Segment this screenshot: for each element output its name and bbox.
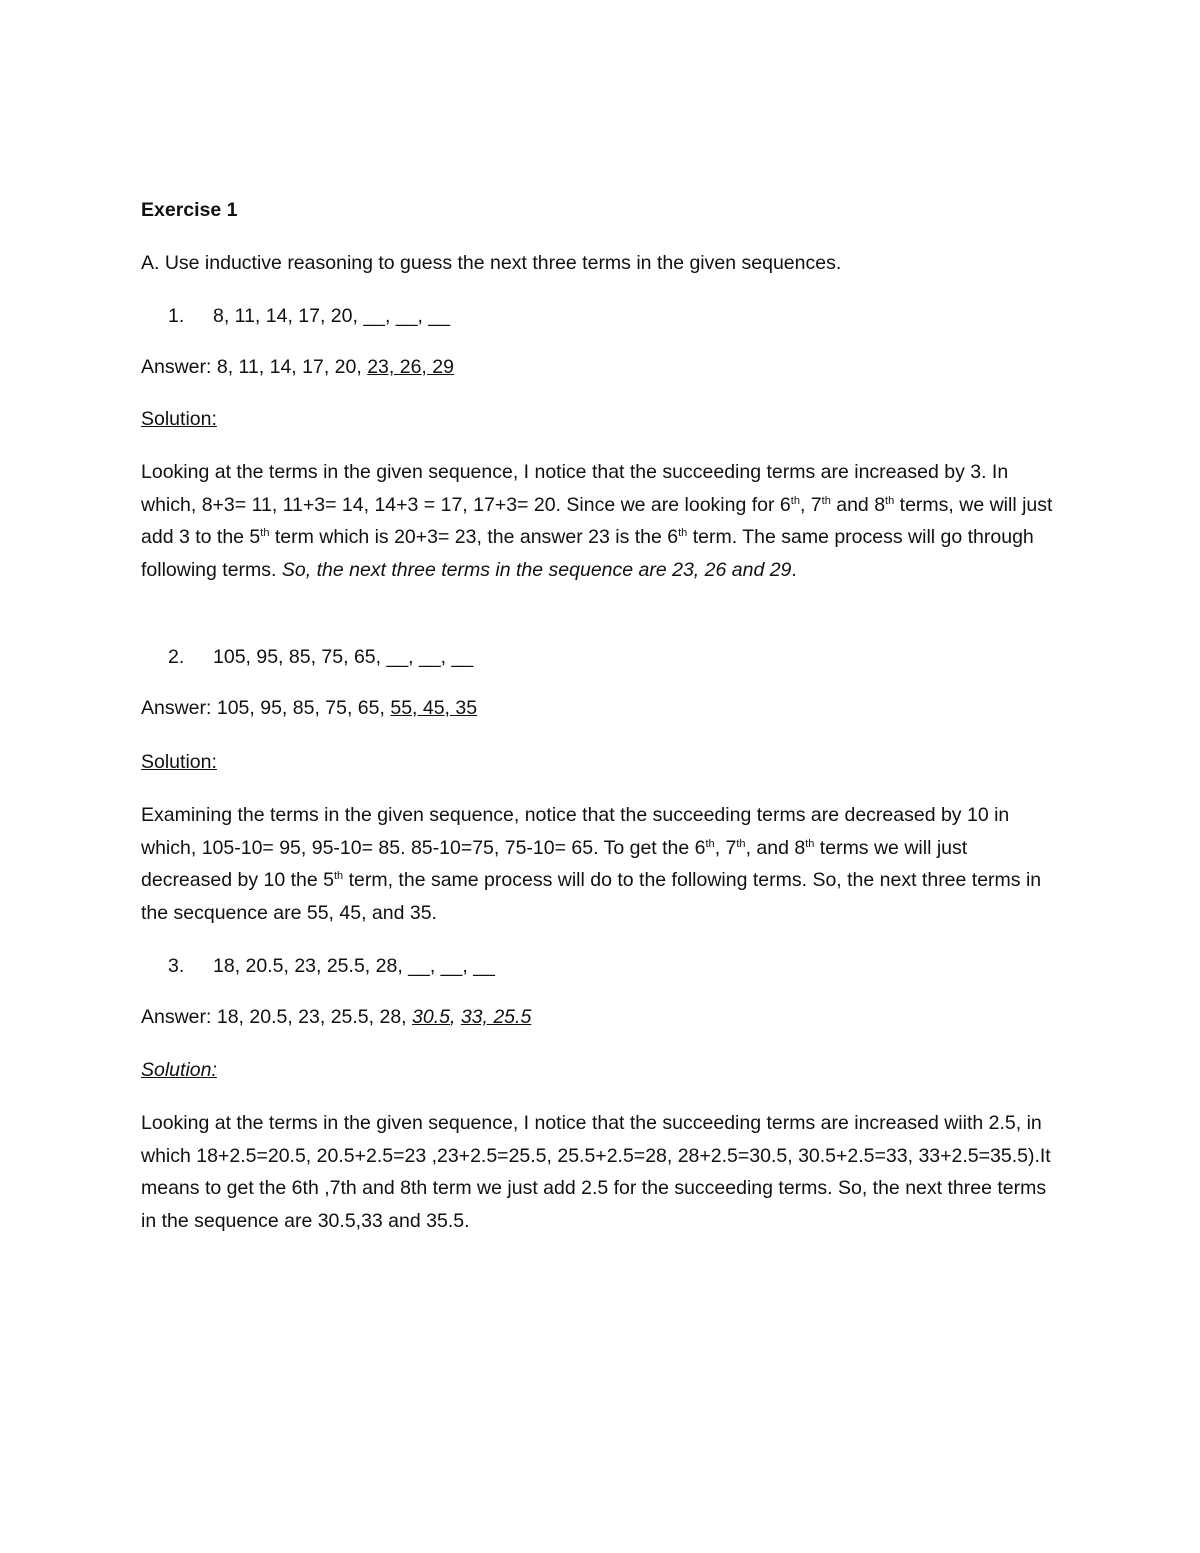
- solution-text: and 8: [830, 493, 886, 516]
- solution-text: , 7: [799, 493, 822, 516]
- solution-text: terms we will just decreased by 10 the 5: [141, 836, 968, 891]
- problem-3-number: 3.: [168, 955, 185, 977]
- solution-text: , 7: [714, 836, 737, 859]
- solution-text: term, the same process will do to the following terms. So, the next three terms in the secquence are 55, 45, and 35.: [141, 869, 1042, 924]
- solution-text: , and 8: [745, 836, 806, 859]
- problem-1-solution: [141, 456, 1061, 586]
- solution-text: terms, we will just add 3 to the 5: [141, 493, 1053, 548]
- solution-text: term which is 20+3= 23, the answer 23 is the 6: [269, 526, 679, 548]
- superscript: th: [260, 527, 270, 539]
- superscript: th: [790, 494, 800, 507]
- superscript: th: [805, 837, 815, 850]
- answer-given-terms: 8, 11, 14, 17, 20,: [216, 356, 368, 378]
- superscript: th: [678, 527, 688, 539]
- answer-prefix: Answer:: [141, 356, 217, 378]
- answer-next-term-a: 30.5: [412, 1006, 450, 1028]
- superscript: th: [736, 837, 746, 850]
- answer-next-terms: 23, 26, 29: [367, 356, 454, 378]
- problem-3-solution: Looking at the terms in the given sequence, I notice that the succeeding terms are increased wiith 2.5, in which 18+2.5=20.5, 20.5+2.5=23 ,23+2.5=25.5, 25.5+2.5=28, 28+2.5=30.5, 30.5+2.5=33, 33+2.5=35.5).It means to get the 6th ,7th and 8th term we just add 2.5 for the succeeding terms. So, the next three terms in the sequence are 30.5,33 and 35.5.: [141, 1112, 1051, 1232]
- problem-2-number: 2.: [168, 646, 185, 668]
- problem-2-sequence: [168, 645, 473, 669]
- problem-2-sequence-text: 105, 95, 85, 75, 65, __, __, __: [213, 646, 474, 668]
- answer-prefix: Answer:: [141, 697, 217, 719]
- answer-next-terms: 55, 45, 35: [390, 697, 478, 719]
- problem-3-answer: Answer: 18, 20.5, 23, 25.5, 28, 30.5, 33, 25.5: [141, 1006, 532, 1028]
- problem-3-sequence: [168, 954, 495, 978]
- solution-conclusion: So, the next three terms in the sequence are 23, 26 and 29: [281, 558, 792, 581]
- instruction: A. Use inductive reasoning to guess the next three terms in the given sequences.: [141, 252, 842, 274]
- answer-given-terms: 18, 20.5, 23, 25.5, 28,: [216, 1006, 413, 1028]
- problem-1-answer: [141, 355, 454, 379]
- answer-next-terms-b: 33, 25.5: [460, 1006, 532, 1028]
- solution-text: Examining the terms in the given sequence, notice that the succeeding terms are decreased by 10 in which, 105-10= 95, 95-10= 85. 85-10=75, 75-10= 65. To get the 6: [141, 804, 1010, 859]
- problem-1-solution-label: Solution:: [141, 408, 217, 430]
- problem-2-solution: [141, 799, 1061, 929]
- problem-3-sequence-text: 18, 20.5, 23, 25.5, 28, __, __, __: [213, 955, 495, 977]
- problem-3-solution-label: Solution:: [141, 1059, 217, 1081]
- superscript: th: [705, 837, 715, 850]
- superscript: th: [333, 870, 344, 882]
- problem-1-sequence: [168, 304, 450, 328]
- problem-1-sequence-text: 8, 11, 14, 17, 20, __, __, __: [213, 305, 451, 327]
- answer-given-terms: 105, 95, 85, 75, 65,: [216, 697, 391, 719]
- answer-prefix: Answer:: [141, 1006, 217, 1028]
- solution-text: term. The same process will go through following terms.: [141, 526, 1034, 581]
- problem-1-number: 1.: [168, 305, 185, 327]
- problem-2-answer: [141, 696, 477, 720]
- problem-2-solution-label: Solution:: [141, 751, 217, 773]
- solution-text: Looking at the terms in the given sequence, I notice that the succeeding terms are increased by 3. In which, 8+3= 11, 11+3= 14, 14+3 = 17, 17+3= 20. Since we are looking for 6: [141, 461, 1009, 516]
- exercise-title: Exercise 1: [141, 199, 238, 221]
- superscript: th: [821, 494, 831, 507]
- superscript: th: [885, 494, 895, 507]
- solution-text: .: [791, 558, 797, 581]
